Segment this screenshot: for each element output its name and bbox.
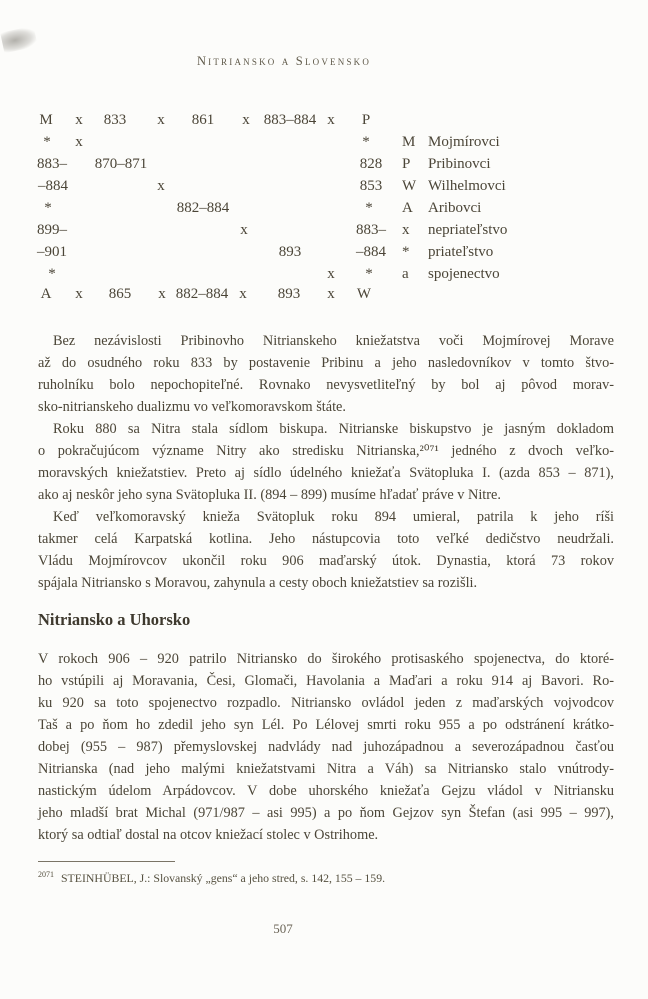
paragraph [38,648,614,846]
running-head: Nitriansko a Slovensko [196,54,372,68]
text-line: Taš a po ňom ho zdedil jeho syn Lél. Po Lélovej smrti roku 955 a po odstránení krátko- [38,717,614,733]
diagram-cell: 899– [37,222,67,238]
footnote-marker: 2071 [38,870,54,879]
diagram-cell: 828 [359,156,383,172]
legend-label: Mojmírovci [428,134,500,150]
diagram-cell: 861 [191,112,215,128]
diagram-cell: x [75,286,83,302]
text-line: ruholníku bolo nepochopiteľné. Rovnako nevysvetliteľný by bol aj pôvod morav- [38,377,614,393]
diagram-cell: x [75,134,83,150]
diagram-cell: x [157,178,165,194]
text-line: jeho mladší brat Michal (971/987 – asi 995) a po ňom Gejzov syn Štefan (asi 995 – 997), [38,805,614,821]
diagram-cell: 853 [359,178,383,194]
diagram-cell: x [158,286,166,302]
diagram-cell: x [327,112,335,128]
legend-symbol: * [402,244,410,260]
diagram-cell: 882–884 [176,200,230,216]
legend-label: priateľstvo [428,244,494,260]
diagram-cell: –884 [38,178,68,194]
legend-symbol: W [402,178,417,194]
diagram-cell: x [327,286,335,302]
text-line: moravských kniežatstiev. Preto aj sídlo údelného kniežaťa Svätopluka I. (azda 853 – 871), [38,465,614,481]
paragraph [38,330,614,418]
text-line: ktorý sa odtiaľ dostal na otcov kniežací stolec v Ostrihome. [38,827,379,843]
legend-symbol: x [402,222,410,238]
text-line: takmer celá Karpatská kotlina. Jeho nástupcovia toto veľké dedičstvo neudržali. [38,531,614,547]
text-line: sko-nitrianskeho dualizmu vo veľkomoravskom štáte. [38,399,346,415]
text-line: Keď veľkomoravský knieža Svätopluk roku 894 umieral, patrila k jeho ríši [53,509,614,525]
diagram-cell: 883–884 [263,112,317,128]
diagram-cell: 833 [103,112,127,128]
legend-symbol: M [402,134,416,150]
diagram-cell: * [365,200,373,216]
legend-row [402,133,500,151]
section-heading: Nitriansko a Uhorsko [38,610,191,629]
footnote [38,867,614,886]
legend-row [402,221,507,239]
diagram-cell: 870–871 [94,156,148,172]
diagram-cell: x [239,286,247,302]
text-line: dobej (955 – 987) přemyslovskej nadvlády nad juhozápadnou a severozápadnou časťou [38,739,614,755]
diagram-cell: –884 [356,244,386,260]
legend-label: Wilhelmovci [428,178,506,194]
diagram-cell: * [48,266,56,282]
diagram-cell: P [361,112,371,128]
legend-row [402,243,493,261]
diagram-cell: * [362,134,370,150]
diagram-cell: x [242,112,250,128]
legend-row [402,265,500,283]
legend-symbol: A [402,200,413,216]
paragraph [38,506,614,594]
diagram-cell: 893 [277,286,301,302]
diagram-cell: 883– [356,222,386,238]
diagram-cell: M [39,112,53,128]
text-line: ho vstúpili aj Moravania, Česi, Glomači, Havolania a Maďari a roku 914 aj Bavori. Ro- [38,673,614,689]
text-line: až do osudného roku 833 by postavenie Pribinu a jeho nasledovníkov v tomto štvo- [38,355,614,371]
page-number: 507 [273,921,293,936]
legend-symbol: a [402,266,409,282]
legend-row [402,155,491,173]
legend-symbol: P [402,156,411,172]
diagram-cell: –901 [37,244,67,260]
diagram-cell: x [75,112,83,128]
diagram-cell: 883– [37,156,67,172]
diagram-cell: x [240,222,248,238]
footnote-rule [38,861,175,862]
footnote-text: STEINHÜBEL, J.: Slovanský „gens“ a jeho stred, s. 142, 155 – 159. [61,870,386,885]
diagram-cell: A [40,286,52,302]
diagram-cell: 882–884 [175,286,229,302]
legend-row [402,199,481,217]
diagram-cell: * [44,200,52,216]
text-line: nastickým údelom Arpádovcov. V dobe uhorského kniežaťa Gejzu vládol v Nitriansku [38,783,614,799]
text-line: Vládu Mojmírovcov ukončil roku 906 maďarský útok. Dynastia, ktorá 73 rokov [38,553,614,569]
diagram-cell: * [365,266,373,282]
text-line: Bez nezávislosti Pribinovho Nitrianskeho kniežatstva voči Mojmírovej Morave [53,333,614,349]
text-line: Roku 880 sa Nitra stala sídlom biskupa. Nitrianske biskupstvo je jasným dokladom [53,421,614,437]
legend-label: nepriateľstvo [428,222,508,238]
text-line: o pokračujúcom význame Nitry ako stredisku Nitrianska,²⁰⁷¹ jedného z dvoch veľko- [38,443,614,459]
diagram-cell: * [43,134,51,150]
legend-label: Pribinovci [428,156,491,172]
text-line: spájala Nitriansko s Moravou, zahynula a cesty oboch kniežatstiev sa rozišli. [38,575,478,591]
paragraph [38,418,614,506]
diagram-cell: 893 [278,244,302,260]
text-line: ako aj neskôr jeho syna Svätopluka II. (894 – 899) musíme hľadať práve v Nitre. [38,487,501,503]
diagram-cell: x [157,112,165,128]
legend-label: Aribovci [428,200,482,216]
text-line: V rokoch 906 – 920 patrilo Nitriansko do širokého protisaského spojenectva, do ktoré- [38,651,614,667]
text-line: Nitrianska (nad jeho malými kniežatstvami Nitra a Váh) sa Nitriansko stalo vnútrody- [38,761,614,777]
diagram-cell: 865 [108,286,132,302]
diagram-cell: W [356,286,372,302]
legend-row [402,177,506,195]
diagram-cell: x [327,266,335,282]
legend-label: spojenectvo [428,266,500,282]
text-line: ku 920 sa toto spojenectvo rozpadlo. Nitriansko ovládol jeden z maďarských vojvodcov [38,695,614,711]
ink-smudge [0,26,38,54]
